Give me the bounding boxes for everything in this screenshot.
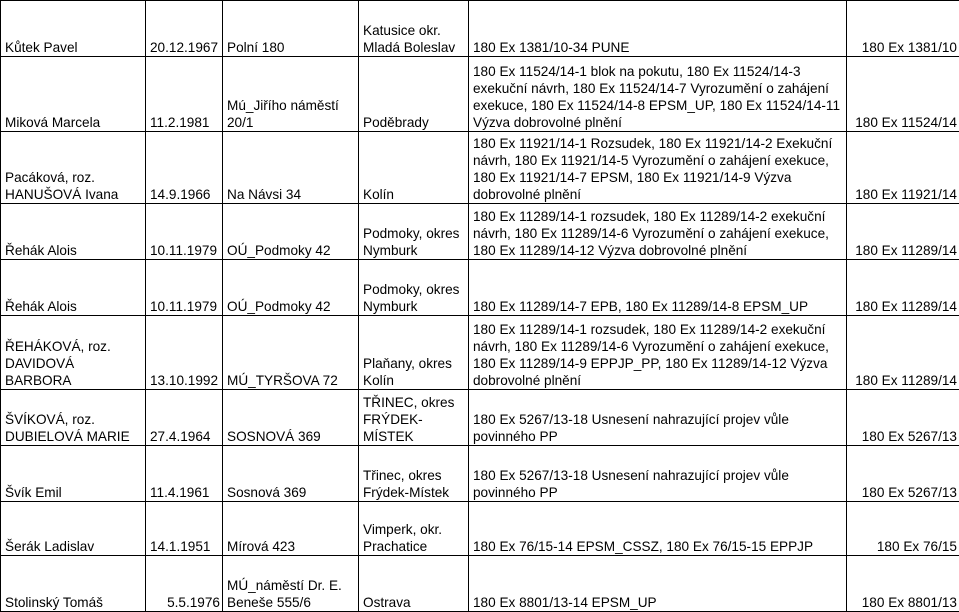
- table-row: [1, 390, 959, 446]
- row-name: ŠVÍKOVÁ, roz. DUBIELOVÁ MARIE: [1, 390, 146, 446]
- row-address: MÚ_náměstí Dr. E. Beneše 555/6: [223, 556, 359, 612]
- row-place: Podmoky, okres Nymburk: [359, 260, 469, 316]
- row-name: Řehák Alois: [1, 204, 146, 260]
- row-code: 180 Ex 11289/14: [847, 316, 959, 390]
- row-code: 180 Ex 76/15: [847, 502, 959, 556]
- row-address: OÚ_Podmoky 42: [223, 204, 359, 260]
- row-name: Miková Marcela: [1, 57, 146, 132]
- row-text: 180 Ex 11921/14-1 Rozsudek, 180 Ex 11921/14-2 Exekuční návrh, 180 Ex 11921/14-5 Vyrozumění o zahájení exekuce, 180 Ex 11921/14-7 EPSM, 180 Ex 11921/14-9 Výzva dobrovolné plnění: [469, 132, 847, 204]
- row-text: 180 Ex 11289/14-7 EPB, 180 Ex 11289/14-8 EPSM_UP: [469, 260, 847, 316]
- row-code: 180 Ex 11289/14: [847, 260, 959, 316]
- row-date: 11.4.1961: [146, 446, 223, 502]
- row-text: 180 Ex 5267/13-18 Usnesení nahrazující projev vůle povinného PP: [469, 446, 847, 502]
- row-text: 180 Ex 1381/10-34 PUNE: [469, 1, 847, 57]
- row-text: 180 Ex 11524/14-1 blok na pokutu, 180 Ex 11524/14-3 exekuční návrh, 180 Ex 11524/14-7 Vyrozumění o zahájení exekuce, 180 Ex 11524/14-8 EPSM_UP, 180 Ex 11524/14-11 Výzva dobrovolné plnění: [469, 57, 847, 132]
- row-text: 180 Ex 11289/14-1 rozsudek, 180 Ex 11289/14-2 exekuční návrh, 180 Ex 11289/14-6 Vyrozumění o zahájení exekuce, 180 Ex 11289/14-9 EPPJP_PP, 180 Ex 11289/14-12 Výzva dobrovolné plnění: [469, 316, 847, 390]
- row-address: Mírová 423: [223, 502, 359, 556]
- row-date: 13.10.1992: [146, 316, 223, 390]
- row-code: 180 Ex 11289/14: [847, 204, 959, 260]
- row-place: TŘINEC, okres FRÝDEK-MÍSTEK: [359, 390, 469, 446]
- table-row: [1, 132, 959, 204]
- row-name: Šerák Ladislav: [1, 502, 146, 556]
- row-text: 180 Ex 5267/13-18 Usnesení nahrazující projev vůle povinného PP: [469, 390, 847, 446]
- row-address: MÚ_TYRŠOVA 72: [223, 316, 359, 390]
- row-date: 14.1.1951: [146, 502, 223, 556]
- table-row: [1, 556, 959, 612]
- row-place: Kolín: [359, 132, 469, 204]
- row-date: 11.2.1981: [146, 57, 223, 132]
- row-code: 180 Ex 11921/14: [847, 132, 959, 204]
- row-name: Stolinský Tomáš: [1, 556, 146, 612]
- table-row: [1, 502, 959, 556]
- row-code: 180 Ex 11524/14: [847, 57, 959, 132]
- row-text: 180 Ex 8801/13-14 EPSM_UP: [469, 556, 847, 612]
- row-text: 180 Ex 76/15-14 EPSM_CSSZ, 180 Ex 76/15-15 EPPJP: [469, 502, 847, 556]
- row-address: OÚ_Podmoky 42: [223, 260, 359, 316]
- row-name: Kůtek Pavel: [1, 1, 146, 57]
- row-place: Poděbrady: [359, 57, 469, 132]
- row-date: 14.9.1966: [146, 132, 223, 204]
- row-date: 10.11.1979: [146, 204, 223, 260]
- table-row: [1, 446, 959, 502]
- row-name: ŘEHÁKOVÁ, roz. DAVIDOVÁ BARBORA: [1, 316, 146, 390]
- row-name: Švík Emil: [1, 446, 146, 502]
- table-row: [1, 204, 959, 260]
- row-address: Sosnová 369: [223, 446, 359, 502]
- row-address: Polní 180: [223, 1, 359, 57]
- row-code: 180 Ex 5267/13: [847, 446, 959, 502]
- row-code: 180 Ex 5267/13: [847, 390, 959, 446]
- row-address: Na Návsi 34: [223, 132, 359, 204]
- table-row: [1, 260, 959, 316]
- table-row: [1, 57, 959, 132]
- row-name: Řehák Alois: [1, 260, 146, 316]
- row-place: Plaňany, okres Kolín: [359, 316, 469, 390]
- row-place: Vimperk, okr. Prachatice: [359, 502, 469, 556]
- table-row: [1, 316, 959, 390]
- row-date: 10.11.1979: [146, 260, 223, 316]
- row-place: Podmoky, okres Nymburk: [359, 204, 469, 260]
- row-date: 20.12.1967: [146, 1, 223, 57]
- row-text: 180 Ex 11289/14-1 rozsudek, 180 Ex 11289/14-2 exekuční návrh, 180 Ex 11289/14-6 Vyrozumění o zahájení exekuce, 180 Ex 11289/14-12 Výzva dobrovolné plnění: [469, 204, 847, 260]
- row-date: 27.4.1964: [146, 390, 223, 446]
- table-row: [1, 1, 959, 57]
- row-address: SOSNOVÁ 369: [223, 390, 359, 446]
- row-place: Katusice okr. Mladá Boleslav: [359, 1, 469, 57]
- row-place: Ostrava: [359, 556, 469, 612]
- row-date: 5.5.1976: [146, 556, 223, 612]
- row-code: 180 Ex 1381/10: [847, 1, 959, 57]
- row-code: 180 Ex 8801/13: [847, 556, 959, 612]
- row-name: Pacáková, roz. HANUŠOVÁ Ivana: [1, 132, 146, 204]
- row-address: Mú_Jiřího náměstí 20/1: [223, 57, 359, 132]
- row-place: Třinec, okres Frýdek-Místek: [359, 446, 469, 502]
